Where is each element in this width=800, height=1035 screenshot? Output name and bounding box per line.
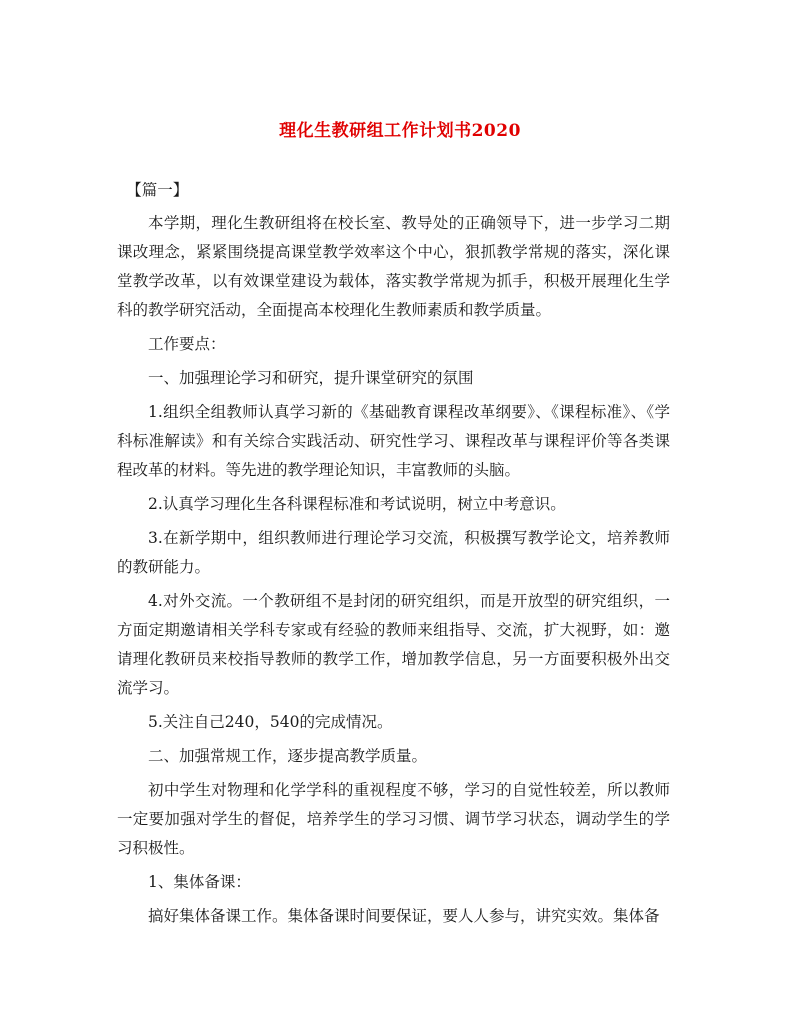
paragraph-item-2: 2.认真学习理化生各科课程标准和考试说明，树立中考意识。 (148, 495, 566, 513)
section-tag: 【篇一】 (126, 181, 189, 199)
document-title: 理化生教研组工作计划书2020 (279, 121, 521, 141)
paragraph-intro: 本学期，理化生教研组将在校长室、教导处的正确领导下，进一步学习二期课改理念，紧紧围绕提高课堂教学效率这个中心，狠抓教学常规的落实，深化课堂教学改革，以有效课堂建设为载体，落实教学常规为抓手，积极开展理化生学科的教学研究活动，全面提高本校理化生教师素质和教学质量。 (117, 214, 670, 319)
document-body (117, 176, 670, 936)
paragraph-item-3: 3.在新学期中，组织教师进行理论学习交流，积极撰写教学论文，培养教师的教研能力。 (117, 529, 670, 576)
paragraph-item-1: 1.组织全组教师认真学习新的《基础教育课程改革纲要》、《课程标准》、《学科标准解读》和有关综合实践活动、研究性学习、课程改革与课程评价等各类课程改革的材料。等先进的教学理论知识，丰富教师的头脑。 (117, 403, 670, 479)
paragraph-item-4: 4.对外交流。一个教研组不是封闭的研究组织，而是开放型的研究组织，一方面定期邀请相关学科专家或有经验的教师来组指导、交流，扩大视野，如：邀请理化教研员来校指导教师的教学工作，增加教学信息，另一方面要积极外出交流学习。 (117, 592, 670, 697)
heading-section-two: 二、加强常规工作，逐步提高教学质量。 (148, 747, 428, 765)
paragraph-key-points: 工作要点： (148, 335, 226, 353)
paragraph-item-5: 5.关注自己240，540的完成情况。 (148, 713, 393, 731)
paragraph-collective-prep: 搞好集体备课工作。集体备课时间要保证，要人人参与，讲究实效。集体备 (148, 907, 660, 925)
heading-section-one: 一、加强理论学习和研究，提升课堂研究的氛围 (148, 369, 474, 387)
heading-collective-prep: 1、集体备课： (148, 873, 251, 891)
paragraph-students: 初中学生对物理和化学学科的重视程度不够，学习的自觉性较差，所以教师一定要加强对学生的督促，培养学生的学习习惯、调节学习状态，调动学生的学习积极性。 (117, 781, 670, 857)
